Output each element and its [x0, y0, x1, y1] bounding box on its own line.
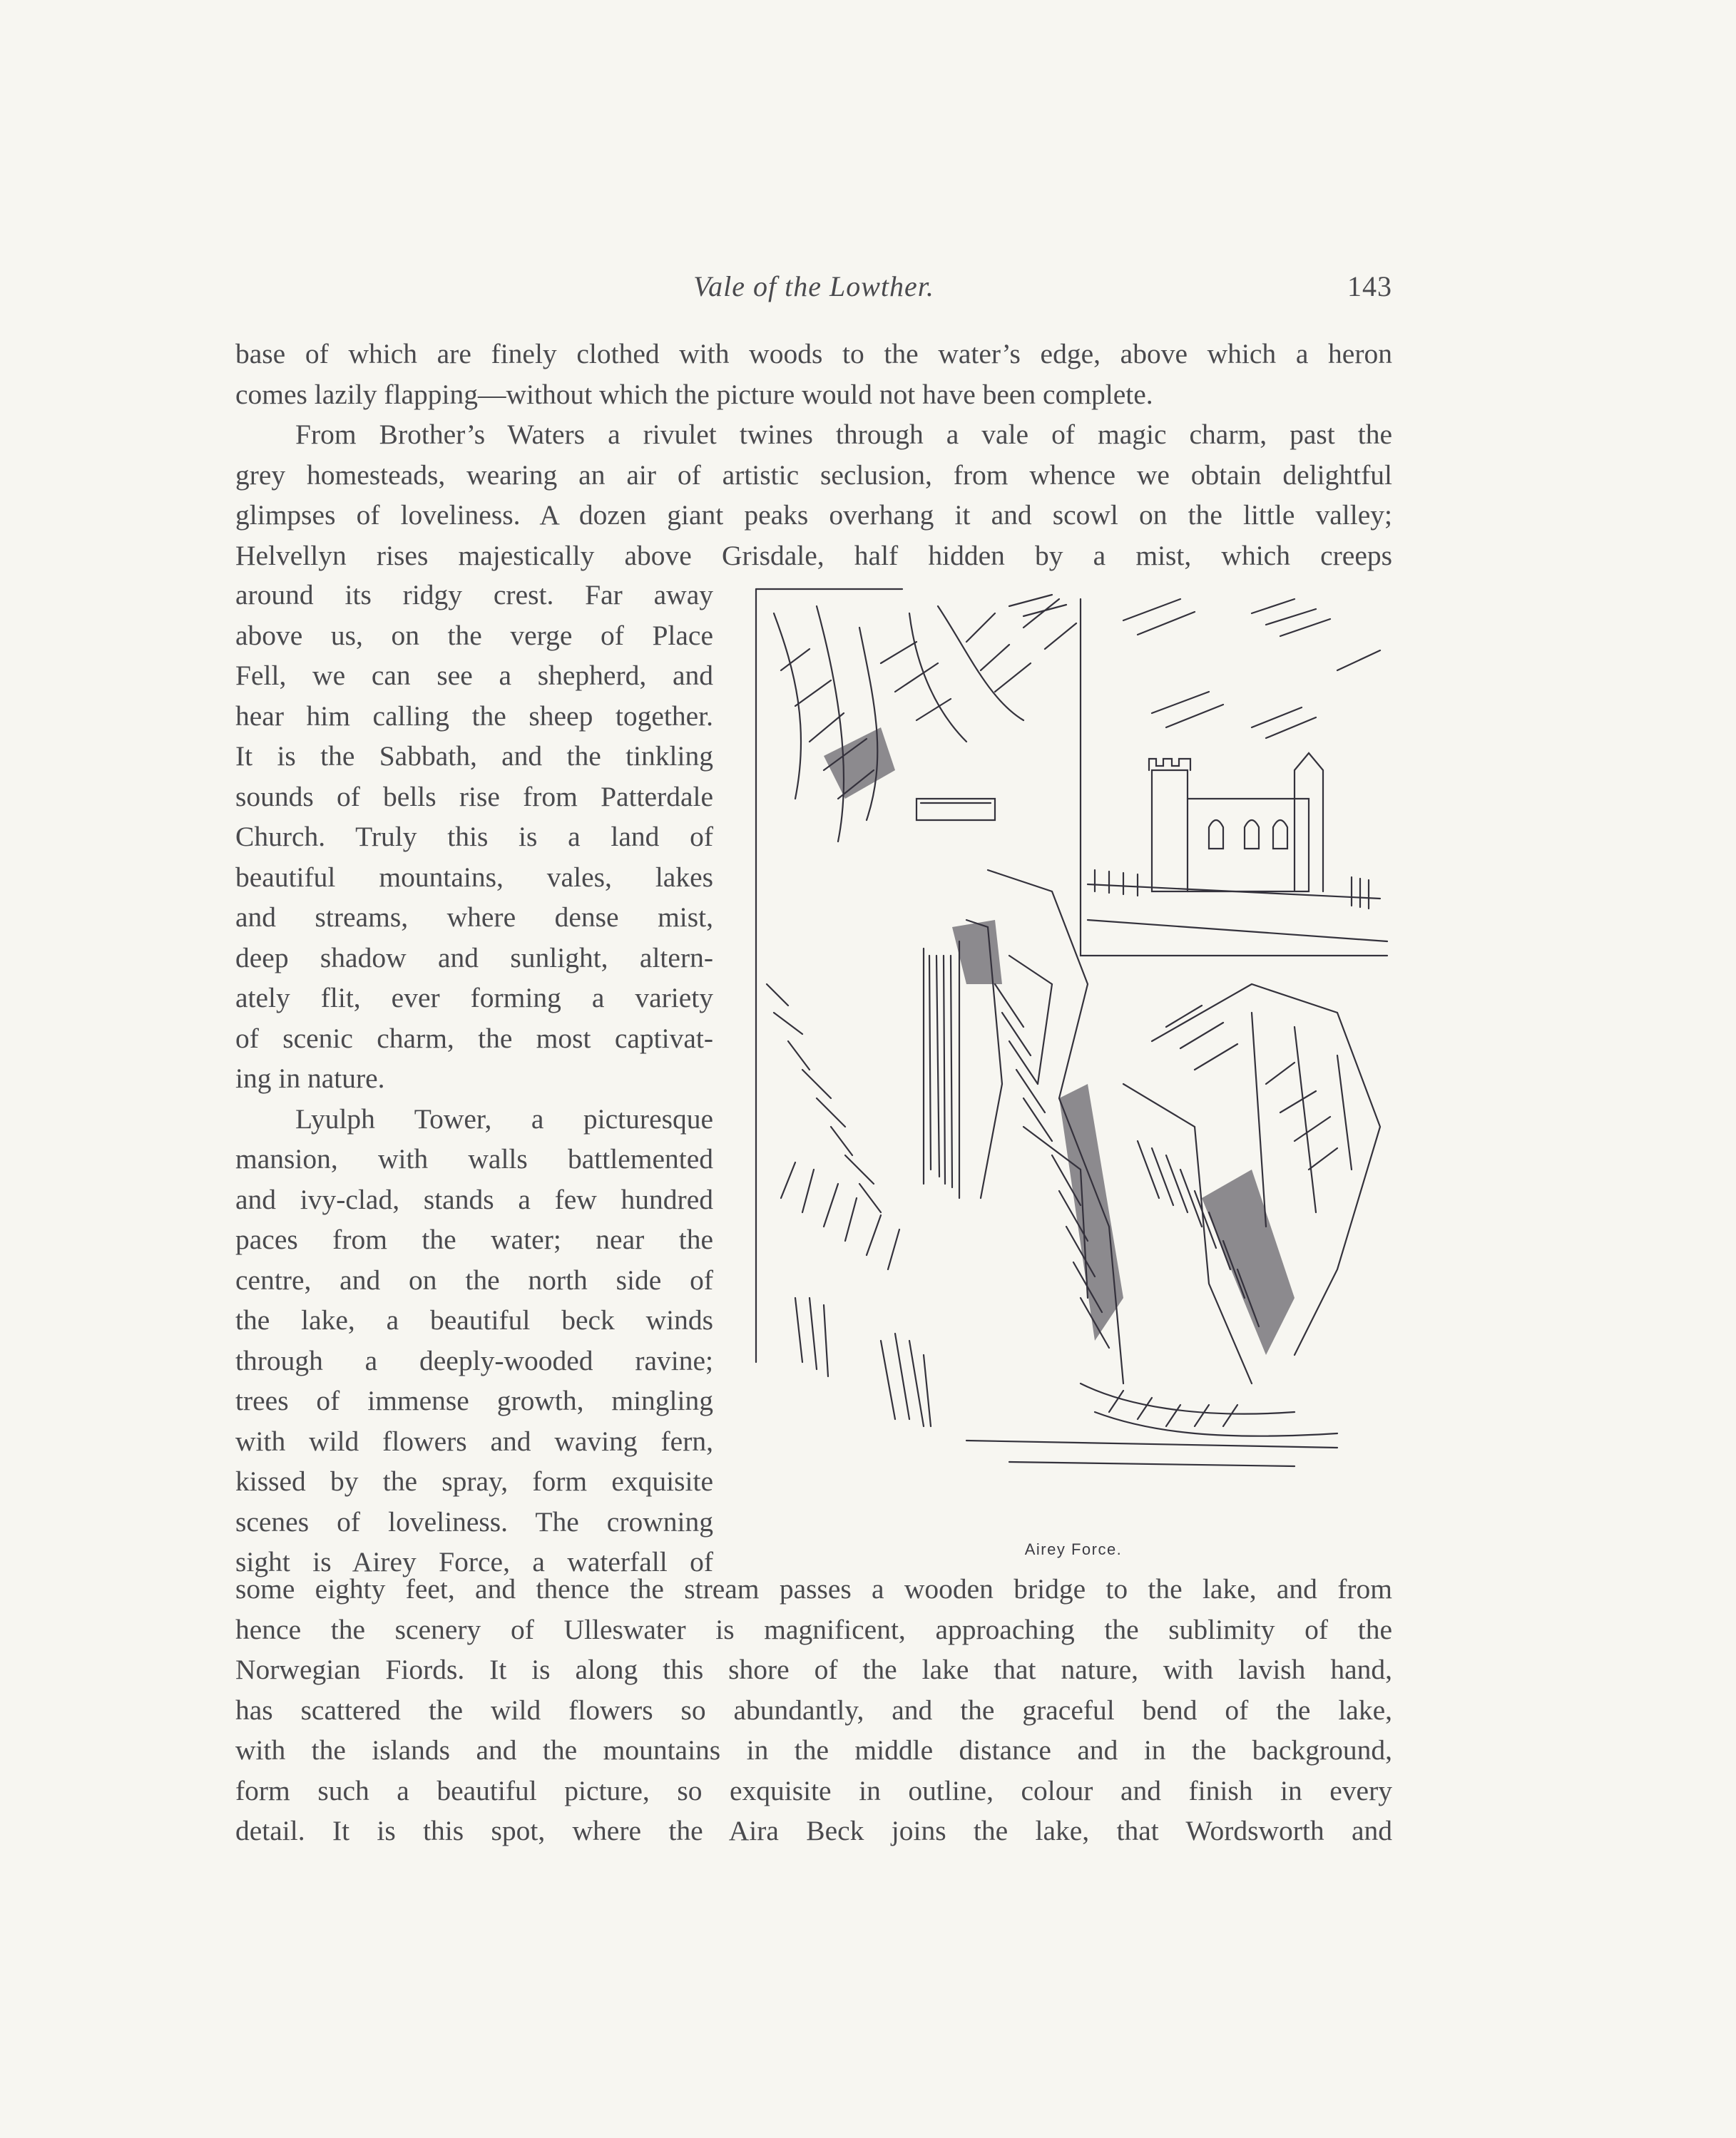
- airey-force-illustration: [752, 585, 1394, 1565]
- text-line: around its ridgy crest. Far away: [235, 579, 713, 610]
- text-line: sounds of bells rise from Patterdale: [235, 780, 713, 812]
- body-text-top: [235, 334, 1392, 576]
- text-line: hence the scenery of Ulleswater is magnificent, approaching the sublimity of the: [235, 1613, 1392, 1645]
- illustration-caption: Airey Force.: [1024, 1540, 1123, 1558]
- text-line: the lake, a beautiful beck winds: [235, 1304, 713, 1336]
- text-line: sight is Airey Force, a waterfall of: [235, 1546, 713, 1577]
- text-line: It is the Sabbath, and the tinkling: [235, 740, 713, 772]
- body-text-bottom: [235, 1569, 1392, 1851]
- text-line: base of which are finely clothed with woods to the water’s edge, above which a heron: [235, 338, 1392, 369]
- waterfall-etching: [752, 585, 1394, 1512]
- text-line: scenes of loveliness. The crowning: [235, 1505, 713, 1538]
- running-title: Vale of the Lowther.: [693, 270, 934, 302]
- text-line: deep shadow and sunlight, altern-: [235, 941, 713, 973]
- text-line: beautiful mountains, vales, lakes: [235, 861, 713, 893]
- text-line: Norwegian Fiords. It is along this shore of the lake that nature, with lavish hand,: [235, 1654, 1392, 1685]
- text-line: centre, and on the north side of: [235, 1264, 713, 1296]
- text-line: grey homesteads, wearing an air of artistic seclusion, from whence we obtain delightful: [235, 459, 1392, 491]
- text-line: and ivy-clad, stands a few hundred: [235, 1183, 713, 1215]
- page-header: [235, 270, 1392, 312]
- text-line: glimpses of loveliness. A dozen giant peaks overhang it and scowl on the little valley;: [235, 499, 1392, 531]
- text-line: ately flit, ever forming a variety: [235, 982, 713, 1013]
- text-line: Church. Truly this is a land of: [235, 821, 713, 852]
- text-line: Lyulph Tower, a picturesque: [295, 1103, 713, 1135]
- text-line: some eighty feet, and thence the stream passes a wooden bridge to the lake, and from: [235, 1573, 1392, 1605]
- text-line: hear him calling the sheep together.: [235, 700, 713, 732]
- text-line: has scattered the wild flowers so abundantly, and the graceful bend of the lake,: [235, 1694, 1392, 1726]
- text-line: kissed by the spray, form exquisite: [235, 1466, 713, 1497]
- text-line: mansion, with walls battlemented: [235, 1143, 713, 1175]
- text-line: comes lazily flapping—without which the picture would not have been complete.: [235, 378, 1153, 410]
- text-line: through a deeply-wooded ravine;: [235, 1344, 713, 1376]
- text-line: ing in nature.: [235, 1063, 385, 1094]
- text-line: above us, on the verge of Place: [235, 619, 713, 651]
- text-line: detail. It is this spot, where the Aira Beck joins the lake, that Wordsworth and: [235, 1815, 1392, 1846]
- text-line: form such a beautiful picture, so exquisite in outline, colour and finish in every: [235, 1774, 1392, 1806]
- text-line: From Brother’s Waters a rivulet twines through a vale of magic charm, past the: [295, 419, 1392, 450]
- text-line: and streams, where dense mist,: [235, 901, 713, 933]
- text-line: Fell, we can see a shepherd, and: [235, 660, 713, 691]
- text-line: paces from the water; near the: [235, 1224, 713, 1255]
- body-text-column: [235, 575, 713, 1582]
- text-line: of scenic charm, the most captivat-: [235, 1022, 713, 1054]
- text-line: Helvellyn rises majestically above Grisdale, half hidden by a mist, which creeps: [235, 539, 1392, 571]
- text-line: with wild flowers and waving fern,: [235, 1425, 713, 1457]
- text-line: with the islands and the mountains in the middle distance and in the background,: [235, 1734, 1392, 1766]
- text-line: trees of immense growth, mingling: [235, 1385, 713, 1416]
- page-number: 143: [1347, 270, 1392, 302]
